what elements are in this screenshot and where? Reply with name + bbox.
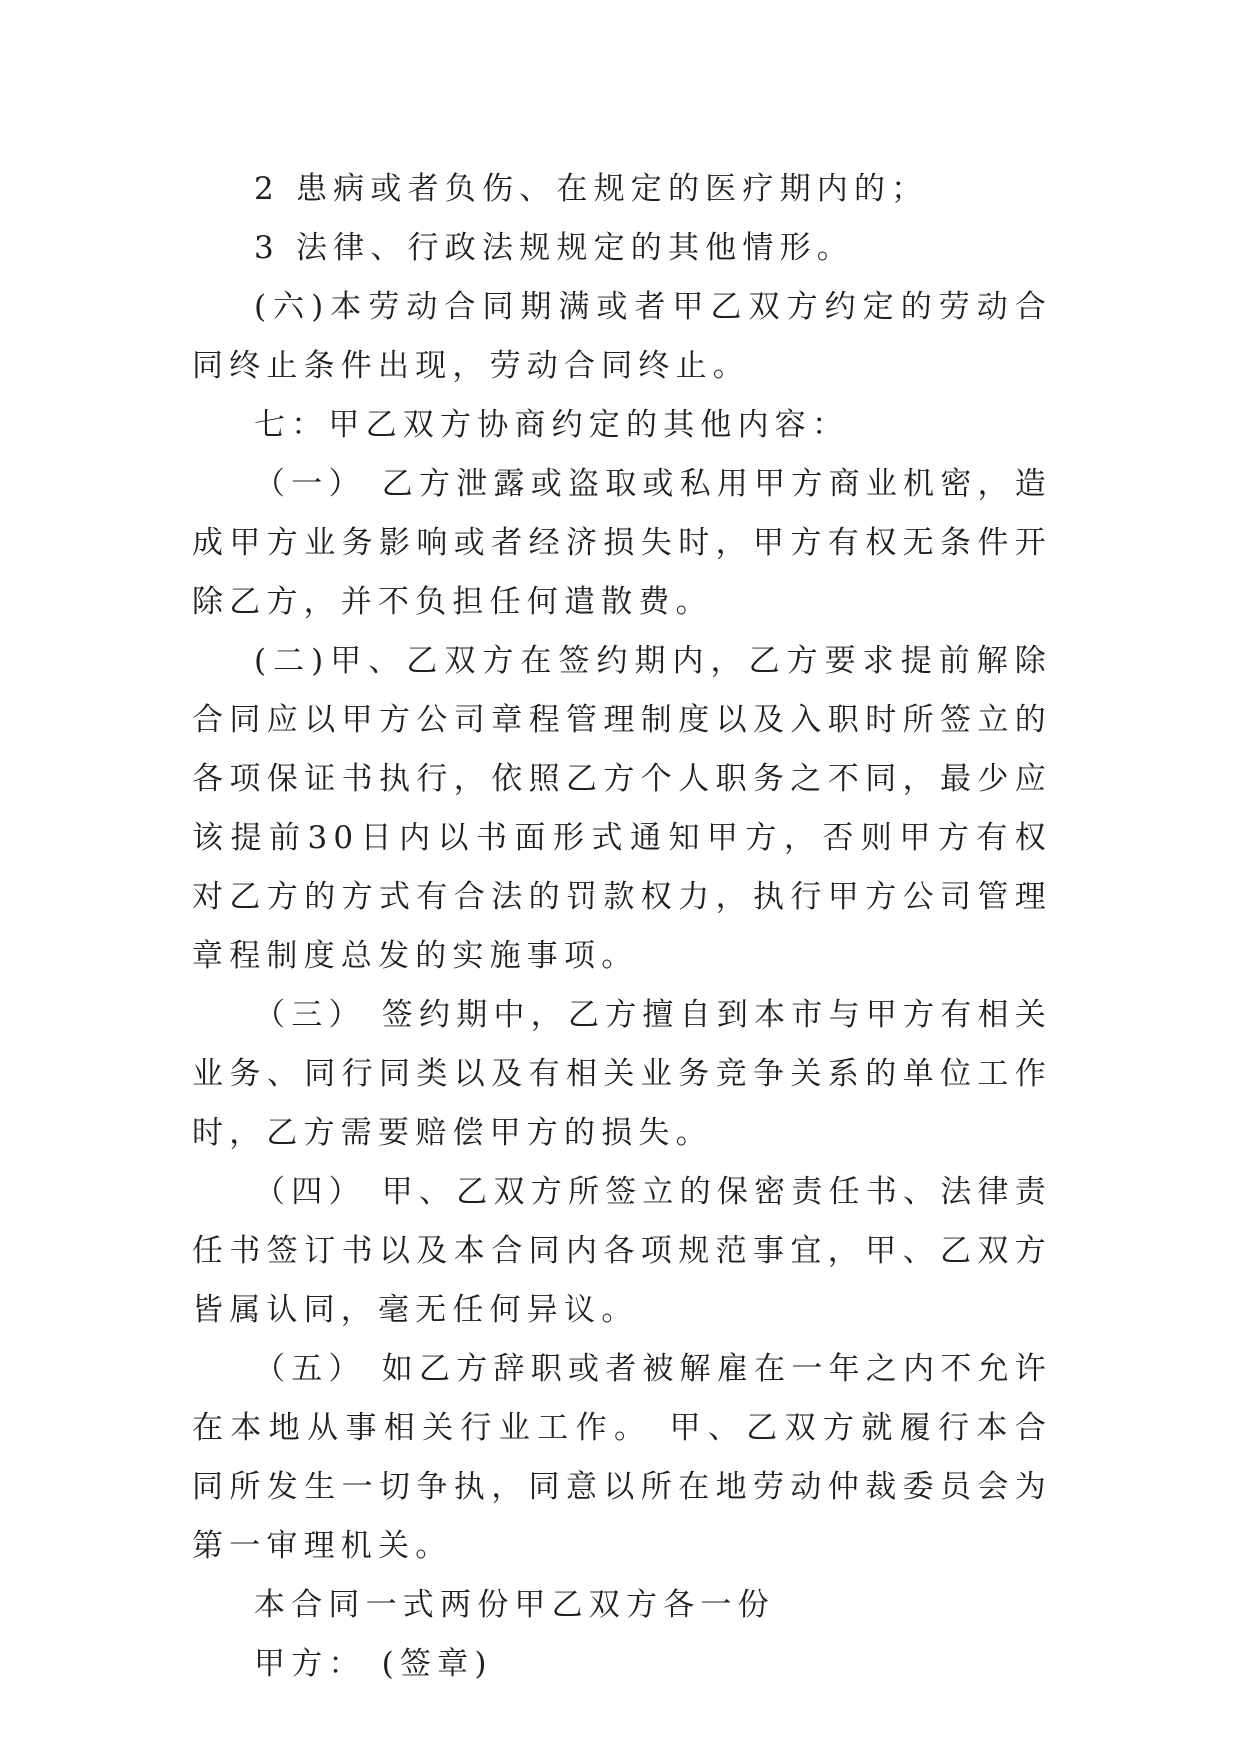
paragraph-illness-injury: 2 患病或者负伤、在规定的医疗期内的； <box>254 171 929 207</box>
document-body <box>192 160 1052 1694</box>
paragraph-copies: 本合同一式两份甲乙双方各一份 <box>254 1587 775 1623</box>
clause-competition: （三） 签约期中，乙方擅自到本市与甲方有相关业务、同行同类以及有相关业务竞争关系的单位工作时，乙方需要赔偿甲方的损失。 <box>192 997 1052 1151</box>
paragraph-other-legal-cases: 3 法律、行政法规规定的其他情形。 <box>254 230 854 266</box>
clause-early-resignation: (二)甲、乙双方在签约期内，乙方要求提前解除合同应以甲方公司章程管理制度以及入职时所签立的各项保证书执行，依照乙方个人职务之不同，最少应该提前30日内以书面形式通知甲方，否则甲方有权对乙方的方式有合法的罚款权力，执行甲方公司管理章程制度总发的实施事项。 <box>192 643 1052 974</box>
clause-confidentiality: （一） 乙方泄露或盗取或私用甲方商业机密，造成甲方业务影响或者经济损失时，甲方有权无条件开除乙方，并不负担任何遣散费。 <box>192 466 1052 620</box>
section-heading-other-terms: 七：甲乙双方协商约定的其他内容： <box>254 407 850 443</box>
clause-agreement-acknowledgement: （四） 甲、乙双方所签立的保密责任书、法律责任书签订书以及本合同内各项规范事宜，甲、乙双方皆属认同，毫无任何异议。 <box>192 1174 1052 1328</box>
signature-party-a: 甲方： (签章) <box>254 1646 493 1682</box>
clause-non-compete-arbitration: （五） 如乙方辞职或者被解雇在一年之内不允许在本地从事相关行业工作。 甲、乙双方就履行本合同所发生一切争执，同意以所在地劳动仲裁委员会为第一审理机关。 <box>192 1351 1052 1564</box>
paragraph-contract-termination: (六)本劳动合同期满或者甲乙双方约定的劳动合同终止条件出现，劳动合同终止。 <box>192 289 1052 384</box>
